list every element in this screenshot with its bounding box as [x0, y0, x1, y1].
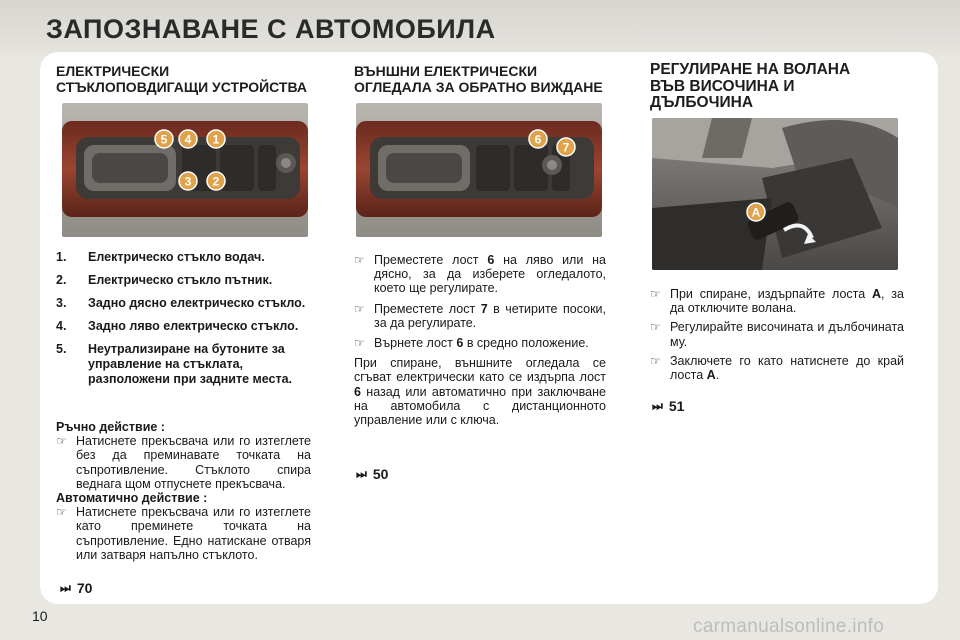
- bullet-text: Върнете лост: [374, 336, 457, 351]
- callout-label: 1: [212, 132, 220, 147]
- mirrors-title-line: ВЪНШНИ ЕЛЕКТРИЧЕСКИ: [354, 63, 538, 79]
- bullet-text: Преместете лост: [374, 301, 481, 316]
- callout-label: 2: [212, 174, 220, 189]
- page-reference-70[interactable]: [60, 580, 92, 596]
- window-switch-list: [56, 250, 311, 395]
- skip-forward-icon: ⏭: [652, 398, 661, 413]
- bullet-item: [354, 253, 606, 296]
- lever-ref: A: [706, 368, 716, 383]
- steering-title-line: ДЪЛБОЧИНА: [650, 94, 754, 112]
- steering-column-photo: [652, 118, 898, 270]
- callout-label: 7: [562, 140, 570, 155]
- pointing-hand-icon: ☞: [650, 320, 661, 335]
- page-number: 10: [32, 608, 48, 624]
- page-reference-number: 51: [668, 398, 685, 414]
- bullet-text: в четирите посоки, за да регулирате.: [374, 301, 606, 330]
- lever-ref: 7: [480, 301, 488, 316]
- list-item: [56, 319, 311, 334]
- pointing-hand-icon: ☞: [354, 301, 365, 316]
- windows-title-line: ЕЛЕКТРИЧЕСКИ: [56, 63, 170, 79]
- bullet-item: [650, 287, 904, 315]
- paragraph-text: При спиране, външните огледала се сгъват електрически като се издърпа лост: [354, 356, 606, 385]
- mirrors-section-title: [354, 64, 603, 95]
- lever-ref: A: [872, 287, 882, 301]
- bullet-item: [650, 354, 904, 382]
- pointing-hand-icon: ☞: [56, 505, 67, 520]
- pointing-hand-icon: ☞: [354, 253, 365, 267]
- callout-label: A: [751, 205, 761, 220]
- bullet-text: , за да отключите волана.: [670, 287, 904, 316]
- bullet-item: [56, 434, 311, 491]
- list-item: [56, 342, 311, 387]
- bullet-text: на ляво или на дясно, за да изберете огледалото, което ще регулирате.: [374, 253, 606, 296]
- pointing-hand-icon: ☞: [650, 287, 661, 301]
- bullet-item: [650, 320, 904, 348]
- windows-section-title: [56, 64, 307, 95]
- callout-label: 3: [184, 174, 192, 189]
- steering-title-line: ВЪВ ВИСОЧИНА И: [650, 77, 795, 95]
- item-number: 4.: [56, 319, 67, 333]
- bullet-item: [354, 336, 606, 350]
- bullet-text: Преместете лост: [374, 253, 488, 267]
- page-title: ЗАПОЗНАВАНЕ С АВТОМОБИЛА: [46, 14, 496, 44]
- mirror-folding-paragraph: [354, 356, 606, 427]
- steering-section-title: [650, 62, 850, 112]
- page-reference-number: 70: [76, 580, 93, 596]
- mirrors-title-line: ОГЛЕДАЛА ЗА ОБРАТНО ВИЖДАНЕ: [354, 78, 603, 95]
- skip-forward-icon: ⏭: [356, 466, 365, 481]
- page-reference-number: 50: [372, 466, 389, 482]
- window-operation-block: [56, 420, 311, 562]
- auto-operation-title: Автоматично действие :: [56, 491, 208, 506]
- manual-operation-title: Ръчно действие :: [56, 420, 165, 434]
- watermark: carmanualsonline.info: [693, 616, 885, 637]
- lever-ref: 6: [487, 253, 495, 267]
- auto-operation-text: Натиснете прекъсвача или го изтеглете като преминете точката на съпротивление. Едно натискане отваря или затваря напълно стъклото.: [76, 505, 311, 562]
- item-text: Електрическо стъкло водач.: [88, 250, 265, 264]
- bullet-text: в средно положение.: [463, 336, 589, 351]
- paragraph-text: назад или автоматично при заключване на автомобила с дистанционното управление или с ключа.: [354, 384, 606, 428]
- window-switches-photo: [62, 103, 308, 237]
- skip-forward-icon: ⏭: [60, 580, 69, 595]
- item-text: Електрическо стъкло пътник.: [88, 273, 273, 287]
- list-item: [56, 296, 311, 311]
- bullet-text: При спиране, издърпайте лоста: [670, 287, 872, 301]
- bullet-text: Заключете го като натиснете до край лоста: [670, 353, 904, 383]
- manual-operation-text: Натиснете прекъсвача или го изтеглете без да преминавате точката на съпротивление. Стъклото спира веднага щом отпуснете прекъсвача.: [76, 434, 311, 491]
- bullet-text: .: [715, 368, 720, 383]
- bullet-text: Регулирайте височината и дълбочината му.: [670, 320, 904, 349]
- mirror-instructions: [354, 253, 606, 427]
- steering-title-line: РЕГУЛИРАНЕ НА ВОЛАНА: [650, 61, 851, 78]
- item-text: Неутрализиране на бутоните за управление на стъклата, разположени при задните места.: [88, 342, 293, 386]
- item-text: Задно дясно електрическо стъкло.: [88, 296, 306, 310]
- item-number: 3.: [56, 296, 67, 310]
- list-item: [56, 273, 311, 288]
- mirror-control-photo: [356, 103, 602, 237]
- list-item: [56, 250, 311, 265]
- callout-label: 4: [184, 132, 192, 147]
- pointing-hand-icon: ☞: [56, 434, 67, 449]
- page-reference-50[interactable]: [356, 466, 388, 482]
- callout-label: 5: [160, 132, 168, 147]
- page-reference-51[interactable]: [652, 398, 684, 414]
- lever-ref: 6: [456, 336, 464, 351]
- item-number: 5.: [56, 342, 67, 356]
- bullet-item: [56, 505, 311, 562]
- item-number: 2.: [56, 273, 67, 287]
- callout-label: 6: [534, 132, 542, 147]
- steering-instructions: [650, 287, 904, 387]
- pointing-hand-icon: ☞: [650, 353, 661, 368]
- windows-title-line: СТЪКЛОПОВДИГАЩИ УСТРОЙСТВА: [56, 78, 308, 95]
- pointing-hand-icon: ☞: [354, 336, 365, 351]
- item-number: 1.: [56, 250, 67, 264]
- lever-ref: 6: [354, 384, 361, 399]
- item-text: Задно ляво електрическо стъкло.: [88, 319, 299, 333]
- bullet-item: [354, 302, 606, 330]
